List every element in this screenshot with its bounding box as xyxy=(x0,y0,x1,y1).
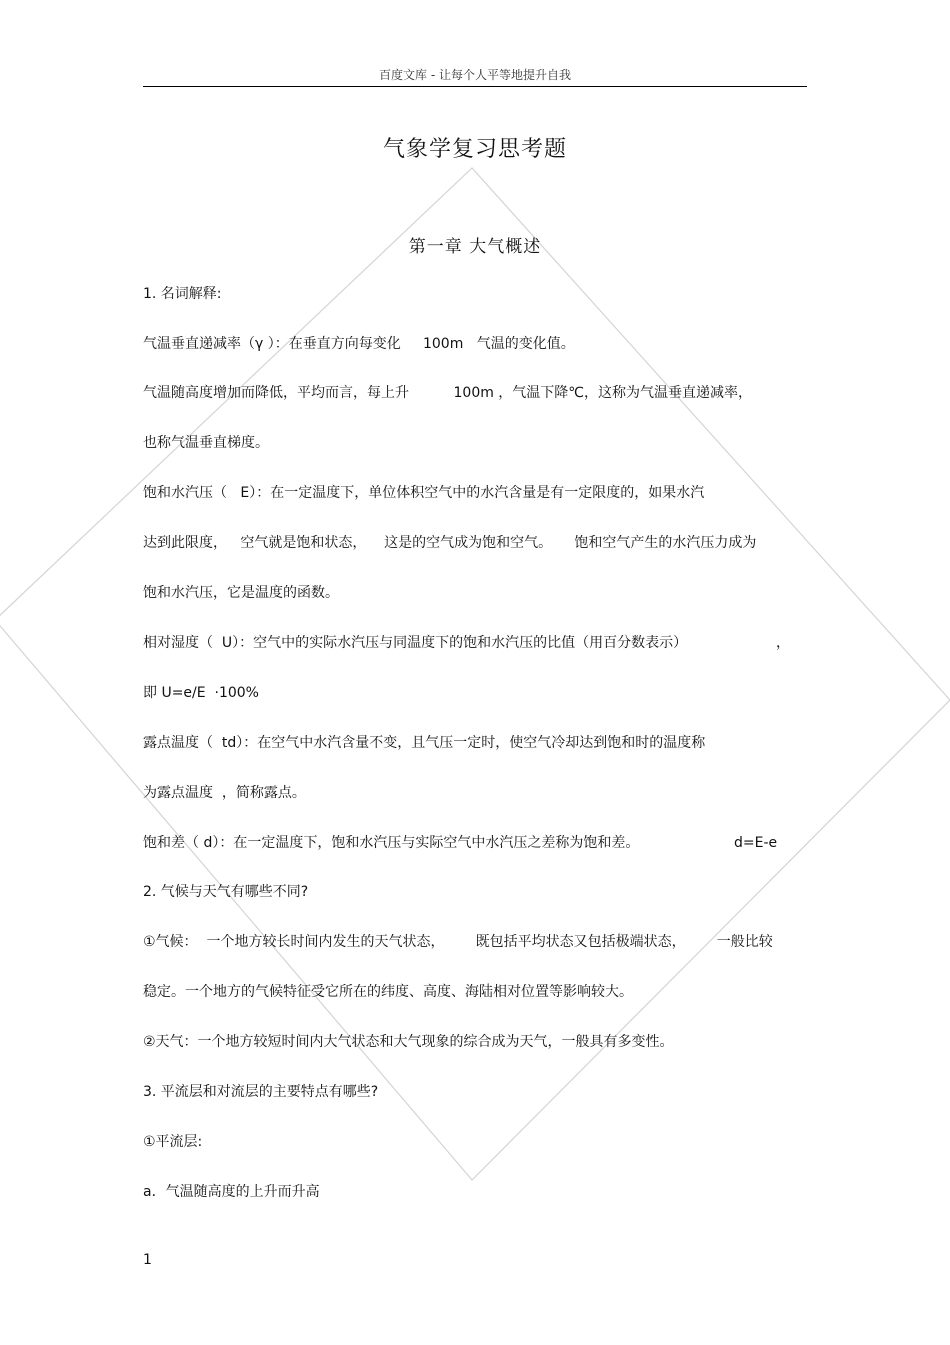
paragraph-line: 也称气温垂直梯度。 xyxy=(143,435,269,451)
paragraph-line: 稳定。一个地方的气候特征受它所在的纬度、高度、海陆相对位置等影响较大。 xyxy=(143,984,633,1000)
question-2-heading: 2. 气候与天气有哪些不同? xyxy=(143,884,309,900)
subheading-stratosphere: ①平流层: xyxy=(143,1134,203,1150)
question-1-heading: 1. 名词解释: xyxy=(143,286,222,302)
paragraph-line: 为露点温度 ，简称露点。 xyxy=(143,785,306,801)
paragraph-line: 露点温度（ td）：在空气中水汽含量不变，且气压一定时，使空气冷却达到饱和时的温度称 xyxy=(143,735,706,751)
paragraph-line: 达到此限度， 空气就是饱和状态， 这是的空气成为饱和空气。 饱和空气产生的水汽压力成为 xyxy=(143,535,757,551)
paragraph-line: 饱和差（ d）：在一定温度下，饱和水汽压与实际空气中水汽压之差称为饱和差。 xyxy=(143,835,640,851)
paragraph-line: ②天气：一个地方较短时间内大气状态和大气现象的综合成为天气，一般具有多变性。 xyxy=(143,1034,674,1050)
header-divider xyxy=(143,86,807,87)
question-3-heading: 3. 平流层和对流层的主要特点有哪些? xyxy=(143,1084,379,1100)
document-title: 气象学复习思考题 xyxy=(382,137,567,162)
formula-line: 即 U=e/E ·100% xyxy=(143,685,259,701)
paragraph-line: 饱和水汽压，它是温度的函数。 xyxy=(143,585,339,601)
page-header: 百度文库 - 让每个人平等地提升自我 xyxy=(379,68,571,82)
formula-saturation-deficit: d=E-e xyxy=(734,835,778,851)
paragraph-line: a．气温随高度的上升而升高 xyxy=(143,1184,320,1200)
paragraph-line: 气温垂直递减率（γ ）：在垂直方向每变化 100m 气温的变化值。 xyxy=(143,336,575,352)
paragraph-line: 饱和水汽压（ E）：在一定温度下，单位体积空气中的水汽含量是有一定限度的，如果水汽 xyxy=(143,485,705,501)
chapter-heading: 第一章 大气概述 xyxy=(408,237,542,257)
page-number: 1 xyxy=(143,1252,152,1268)
paragraph-line: 相对湿度（ U）：空气中的实际水汽压与同温度下的饱和水汽压的比值（用百分数表示） xyxy=(143,635,688,651)
paragraph-line: 气温随高度增加而降低，平均而言，每上升 100m ，气温下降℃，这称为气温垂直递减率， xyxy=(143,385,753,401)
trailing-comma: ， xyxy=(776,635,790,651)
paragraph-line: ①气候： 一个地方较长时间内发生的天气状态， 既包括平均状态又包括极端状态， 一般比较 xyxy=(143,934,773,950)
